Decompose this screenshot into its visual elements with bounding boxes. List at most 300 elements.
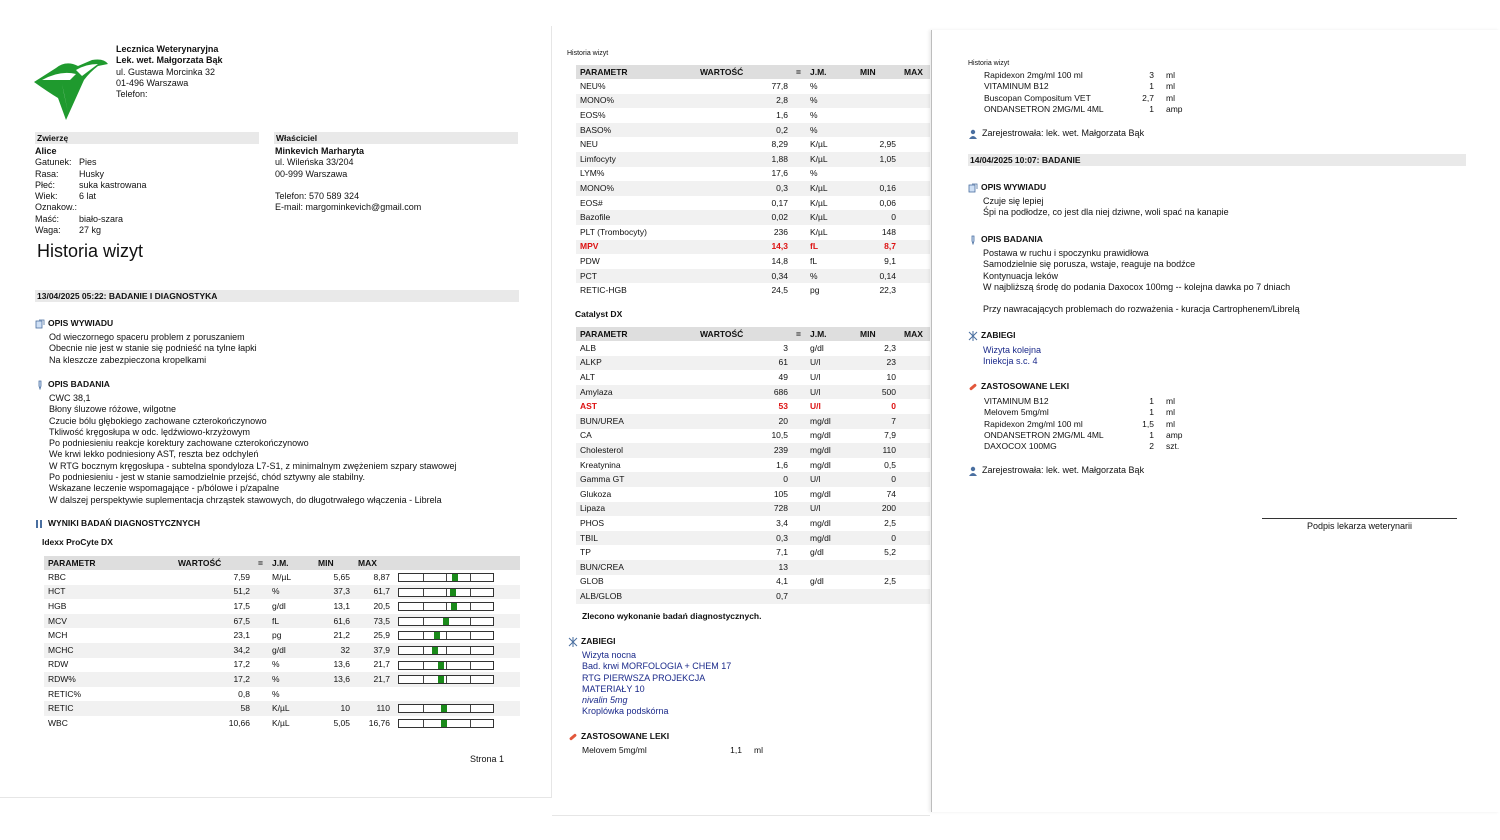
cell-u: U/l [806,502,856,517]
cell-u: g/dl [810,576,824,587]
table-row [44,701,520,716]
cell-u: K/µL [806,210,856,225]
cell-max: 20,5 [373,600,390,611]
range-bar [398,573,494,582]
table-row [576,196,930,211]
cell-p: MCHC [44,643,174,658]
cell-max [900,94,930,109]
clinic-city: 01-496 Warszawa [116,77,189,88]
clinic-name: Lecznica Weterynaryjna [116,44,219,54]
cell-min [314,687,354,702]
table-row [44,643,520,658]
col-eq: = [792,65,806,79]
animal-field [35,202,147,213]
cell-min: 200 [856,502,900,517]
table-row [576,356,930,371]
cell-v: 8,29 [771,139,788,150]
procedure-item: Wizyta nocna [582,650,637,660]
cell-v: 14,8 [771,255,788,266]
drug-row: Melovem 5mg/ml 1,1 ml [582,745,763,756]
cell-p: TP [580,547,591,558]
exam-line: CWC 38,1 [49,393,91,403]
cell-p: Amylaza [576,385,696,400]
cell-u: % [806,123,856,138]
table-row [44,658,520,673]
cell-eq [254,599,268,614]
drug-qty: 1 [1149,430,1154,441]
cell-u: % [810,168,818,179]
cell-eq [792,487,806,502]
drug-name: ONDANSETRON 2MG/ML 4ML [984,104,1104,115]
cell-min [856,560,900,575]
visit2-registered: Zarejestrowała: lek. wet. Małgorzata Bąk [968,465,1144,476]
range-bar [398,588,494,597]
drug-row [982,93,1185,104]
animal-field [35,214,147,225]
col-range [394,556,520,570]
exam-line: Wskazane leczenie wspomagające - p/bólowe i p/zapalne [49,483,280,494]
range-cell [394,570,520,585]
visit2-interview-heading: OPIS WYWIADU [968,182,1046,193]
range-cell [394,672,520,687]
cell-max [900,443,930,458]
cell-min [856,167,900,182]
cell-min: 2,95 [879,139,896,150]
cell-u: pg [810,285,820,296]
cell-p: Kreatynina [580,459,621,470]
cell-u: fL [268,614,314,629]
cell-min: 5,05 [333,717,350,728]
cell-p: PCT [576,269,696,284]
table-row [576,399,930,414]
animal-field-value: 6 lat [79,191,97,202]
cell-eq [792,137,806,152]
animal-field-label: Wiek: [35,191,58,202]
cell-p: LYM% [580,168,605,179]
procyte-table [44,556,520,731]
interview-line: Śpi na podłodze, co jest dla niej dziwne, woli spać na kanapie [983,207,1229,218]
cell-max [900,137,930,152]
animal-field [35,180,147,191]
exam-line: Przy nawracających problemach do rozważenia - kuracja Cartrophenem/Librelą [983,304,1300,315]
cell-min: 0,06 [879,197,896,208]
interview-line: Od wieczornego spaceru problem z poruszaniem [49,332,245,342]
drugs-icon [968,382,978,392]
cell-min: 2,3 [884,342,896,353]
cell-p: RETIC [44,701,174,716]
cell-eq [792,181,806,196]
cell-eq [254,585,268,600]
col-value: WARTOŚĆ [174,556,254,570]
cell-eq [792,414,806,429]
table-row [576,385,930,400]
exam-line: Tkliwość kręgosłupa w odc. lędźwiowo-krzyżowym [49,426,251,437]
cell-max [900,399,930,414]
col-max: MAX [900,327,930,341]
cell-eq [792,254,806,269]
cell-max [900,79,930,94]
cell-eq [792,196,806,211]
drug-row [982,70,1185,81]
visit1-registered: Zarejestrowała: lek. wet. Małgorzata Bąk [968,128,1144,139]
table-row [576,152,930,167]
owner-phone: Telefon: 570 589 324 [275,191,360,202]
cell-p: MPV [576,240,696,255]
cell-p: PDW [580,255,600,266]
cell-eq [792,560,806,575]
cell-u: % [806,269,856,284]
cell-eq [792,589,806,604]
cell-max: 25,9 [373,630,390,641]
cell-p: Bazofile [576,210,696,225]
cell-v: 1,88 [696,152,792,167]
table-row [576,225,930,240]
drug-qty: 1 [1149,81,1154,92]
exam-icon [968,235,978,245]
cell-p: RETIC-HGB [580,285,627,296]
exam-line: We krwi lekko podniesiony AST, reszta bez odchyleń [49,449,259,460]
cell-v: 67,5 [174,614,254,629]
cell-min: 32 [314,643,354,658]
cell-v: 0 [696,472,792,487]
cell-v: 0,8 [238,688,250,699]
table-row [576,94,930,109]
cell-u: U/l [810,401,821,412]
cell-v: 2,8 [696,94,792,109]
drug-unit: ml [1166,81,1175,92]
cell-v: 686 [696,385,792,400]
cell-min: 37,3 [314,585,354,600]
cell-max [900,458,930,473]
animal-field [35,157,147,168]
cell-min: 5,2 [884,547,896,558]
cell-eq [254,672,268,687]
drug-name: VITAMINUM B12 [984,81,1049,92]
cell-v: 34,2 [174,643,254,658]
owner-header: Właściciel [274,132,518,144]
cell-eq [792,167,806,182]
cell-u: % [272,688,280,699]
cell-v: 10,66 [228,717,250,728]
page-2 [552,26,930,816]
table-row [576,531,930,546]
visit1-drug-table-p3 [982,70,1185,115]
cell-min: 23 [856,356,900,371]
owner-street: ul. Wileńska 33/204 [275,157,354,168]
cell-u: mg/dl [810,459,831,470]
range-cell [394,643,520,658]
cell-u: mg/dl [806,531,856,546]
table-row [44,687,520,702]
cell-max [354,687,394,702]
table-row [576,210,930,225]
catalyst-table [576,327,930,604]
cell-eq [792,531,806,546]
cell-max [900,341,930,356]
cell-min [856,123,900,138]
animal-block [35,146,147,236]
cell-v: 23,1 [233,630,250,641]
procedure-item: Kroplówka podskórna [582,706,669,717]
procedure-item: RTG PIERWSZA PROJEKCJA [582,672,706,683]
cell-u: % [268,672,314,687]
cell-min: 8,7 [856,240,900,255]
range-marker [450,589,456,596]
cell-u: mg/dl [806,443,856,458]
drug-name: Buscopan Compositum VET [984,92,1091,103]
visit2-exam-heading: OPIS BADANIA [968,234,1043,245]
cell-max [900,575,930,590]
exam-line [983,293,1300,304]
col-param: PARAMETR [576,65,696,79]
table-row [576,502,930,517]
cell-eq [254,614,268,629]
cell-u: g/dl [810,342,824,353]
visit2-exam-text [983,248,1300,316]
range-marker [452,574,458,581]
table-row [576,181,930,196]
ordered-note: Zlecono wykonanie badań diagnostycznych. [582,611,762,621]
exam-line: Po podniesieniu - jest w stanie samodzielnie przejść, chód sztywny ale stabilny. [49,472,365,483]
table-row [576,545,930,560]
cell-u: K/µL [810,197,828,208]
cell-eq [254,628,268,643]
col-unit: J.M. [806,327,856,341]
cell-v: 7,59 [233,571,250,582]
cell-max [900,589,930,604]
animal-field-label: Oznakow.: [35,202,78,213]
clinic-vet: Lek. wet. Małgorzata Bąk [116,55,223,66]
range-marker [432,647,438,654]
cell-u: g/dl [810,547,824,558]
cell-p: Glukoza [580,488,612,499]
cell-p: ALKP [576,356,696,371]
range-marker [443,618,449,625]
col-min: MIN [314,556,354,570]
cell-eq [792,575,806,590]
animal-field [35,225,147,236]
range-cell [394,585,520,600]
device-catalyst-title: Catalyst DX [575,309,623,319]
cell-max [900,414,930,429]
range-marker [451,603,457,610]
cell-eq [792,399,806,414]
cell-v: 105 [773,488,788,499]
range-cell [394,599,520,614]
cell-v: 24,5 [771,285,788,296]
cell-v: 17,2 [174,672,254,687]
table-row [576,487,930,502]
animal-field-label: Płeć: [35,179,56,190]
owner-block [275,146,421,214]
visit1-header: 13/04/2025 05:22: BADANIE I DIAGNOSTYKA [35,290,519,302]
cell-u: K/µL [272,717,290,728]
cell-eq [792,225,806,240]
drug-unit: ml [1166,418,1175,429]
cell-min: 0 [891,401,896,412]
cell-eq [254,687,268,702]
signature-line [1262,518,1457,519]
cell-eq [792,443,806,458]
cell-eq [792,283,806,298]
cell-p: PHOS [580,517,605,528]
cell-min: 61,6 [314,614,354,629]
cell-min: 13,6 [314,672,354,687]
cell-v: 0,2 [696,123,792,138]
cell-eq [254,716,268,731]
cell-v: 61 [696,356,792,371]
table-row [576,370,930,385]
animal-field-label: Gatunek: [35,157,72,168]
cell-v: 1,6 [776,109,788,120]
range-bar [398,719,494,728]
col-min: MIN [856,65,900,79]
range-marker [438,662,444,669]
table-row [576,240,930,255]
drug-row [982,407,1185,418]
range-marker [441,720,447,727]
drug-name: DAXOCOX 100MG [984,441,1057,452]
procedure-item: Iniekcja s.c. 4 [983,356,1038,367]
cell-max [900,225,930,240]
cell-v: 0,3 [696,181,792,196]
table-row [576,167,930,182]
cell-u: % [810,109,818,120]
cell-min: 13,1 [333,600,350,611]
cell-max [900,254,930,269]
interview-icon [35,319,45,329]
cell-u: % [810,80,818,91]
drug-qty: 2,7 [1142,92,1154,103]
cell-eq [792,123,806,138]
cell-p: AST [580,401,597,412]
visit2-interview-text [983,196,1229,219]
table-row [576,283,930,298]
cell-eq [792,385,806,400]
owner-name: Minkevich Marharyta [275,146,365,156]
col-value: WARTOŚĆ [696,65,792,79]
cell-eq [792,516,806,531]
table-row [44,585,520,600]
user-icon [968,466,978,476]
cell-u: mg/dl [810,517,831,528]
cell-u [806,589,856,604]
animal-field-label: Waga: [35,225,61,236]
interview-line: Na kleszcze zabezpieczona kropelkami [49,354,207,365]
cell-u: % [272,659,280,670]
exam-line: W dalszej perspektywie suplementacja chrząstek stawowych, do długotrwałego włączenia - Librela [49,494,442,505]
cell-eq [254,658,268,673]
drug-qty: 1,5 [1142,418,1154,429]
cell-v: 236 [773,226,788,237]
visit1-interview-text [49,332,257,366]
cell-u: M/µL [272,571,292,582]
drug-unit: ml [1166,70,1175,81]
cell-max [900,385,930,400]
cell-u: mg/dl [810,430,831,441]
cell-p: HGB [48,600,67,611]
cell-u: % [806,94,856,109]
document-title: Historia wizyt [37,241,144,261]
table-row [576,341,930,356]
range-bar [398,646,494,655]
range-cell [394,658,520,673]
cell-v: 3 [783,342,788,353]
cell-p: EOS# [580,197,603,208]
cell-p: RDW% [44,672,174,687]
cell-u: K/µL [268,701,314,716]
procedure-item: Wizyta kolejna [983,345,1042,355]
drugs-icon [568,732,578,742]
cell-min: 9,1 [884,255,896,266]
cell-eq [254,701,268,716]
cell-max: 21,7 [354,672,394,687]
cell-v: 14,3 [696,240,792,255]
cell-max [900,472,930,487]
animal-header: Zwierzę [35,132,259,144]
cell-v: 10,5 [771,430,788,441]
cell-min: 0 [856,472,900,487]
cell-min: 13,6 [333,659,350,670]
cell-eq [254,570,268,585]
table-row [576,575,930,590]
table-row [576,443,930,458]
page2-header: Historia wizyt [567,50,609,57]
cell-min: 10 [886,371,896,382]
cell-max [900,167,930,182]
cell-v: 17,6 [771,168,788,179]
user-icon [968,129,978,139]
cell-max: 16,76 [368,717,390,728]
cell-max: 37,9 [354,643,394,658]
cell-u: % [268,585,314,600]
col-param: PARAMETR [44,556,174,570]
table-row [576,589,930,604]
range-bar [398,602,494,611]
cell-eq [792,108,806,123]
table-row [44,628,520,643]
cell-min: 110 [856,443,900,458]
cell-max: 21,7 [373,659,390,670]
table-row [576,472,930,487]
col-max: MAX [354,556,394,570]
table-row [576,79,930,94]
cell-p: RDW [48,659,69,670]
exam-line: Kontynuacja leków [983,270,1059,281]
range-cell [394,701,520,716]
animal-field-value: Pies [79,157,97,168]
cell-min: 5,65 [333,571,350,582]
cell-v: 239 [696,443,792,458]
range-bar [398,704,494,713]
exam-line: Postawa w ruchu i spoczynku prawidłowa [983,248,1149,258]
table-row [576,254,930,269]
cell-p: NEU [580,139,598,150]
cell-p: RETIC% [48,688,82,699]
cell-u: g/dl [268,643,314,658]
cell-max [900,152,930,167]
cell-min: 0,5 [884,459,896,470]
exam-icon [35,380,45,390]
cell-min: 0,16 [856,181,900,196]
cell-u: U/l [806,356,856,371]
cell-v: 0,7 [696,589,792,604]
cell-v: 17,2 [233,659,250,670]
visit1-exam-text [49,393,457,506]
animal-field-value: suka kastrowana [79,179,147,190]
cell-p: Gamma GT [576,472,696,487]
range-cell [394,716,520,731]
